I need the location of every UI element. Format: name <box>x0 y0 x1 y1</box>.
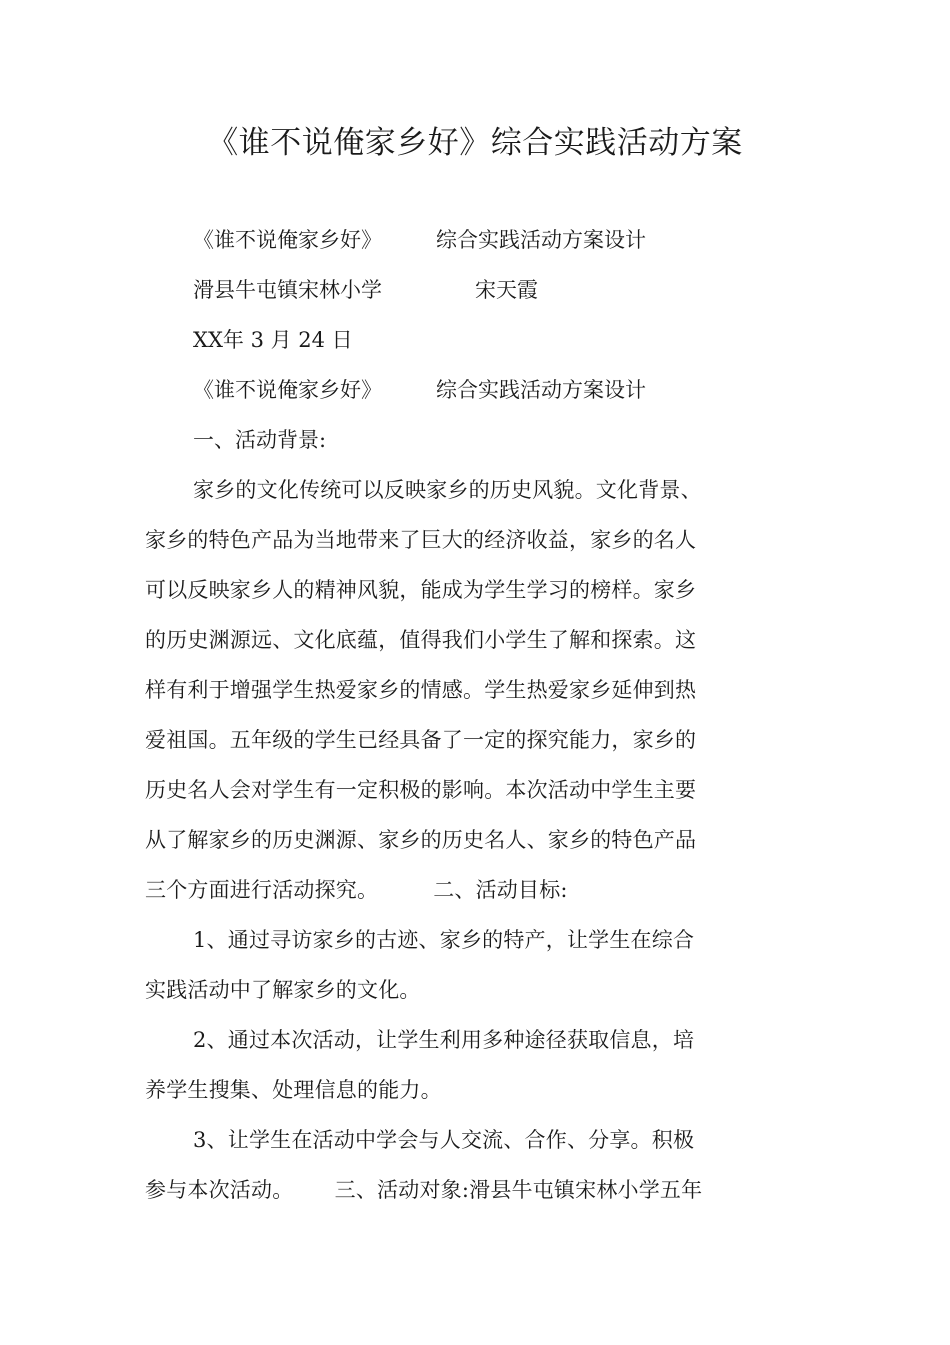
document-title: 《谁不说俺家乡好》综合实践活动方案 <box>207 125 743 161</box>
header-line-3 <box>193 325 353 355</box>
body-line: 从了解家乡的历史渊源、家乡的历史名人、家乡的特色产品 <box>145 828 697 852</box>
body-line: 3、让学生在活动中学会与人交流、合作、分享。积极 <box>193 1128 695 1152</box>
header-line-2-left: 滑县牛屯镇宋林小学 <box>193 278 382 302</box>
body-line: 的历史渊源远、文化底蕴，值得我们小学生了解和探索。这 <box>145 628 697 652</box>
header-line-2-right: 宋天霞 <box>475 278 538 302</box>
body-line: 样有利于增强学生热爱家乡的情感。学生热爱家乡延伸到热 <box>145 678 697 702</box>
section-heading-background-text: 一、活动背景: <box>193 428 327 452</box>
body-line: 三个方面进行活动探究。 二、活动目标: <box>145 878 568 902</box>
body-line: 1、通过寻访家乡的古迹、家乡的特产，让学生在综合 <box>193 928 695 952</box>
section-heading-background <box>193 425 326 455</box>
body-line: 爱祖国。五年级的学生已经具备了一定的探究能力，家乡的 <box>145 728 697 752</box>
body-line: 实践活动中了解家乡的文化。 <box>145 978 421 1002</box>
body-line: 家乡的文化传统可以反映家乡的历史风貌。文化背景、 <box>193 478 702 502</box>
body-line: 2、通过本次活动，让学生利用多种途径获取信息，培 <box>193 1028 695 1052</box>
body-line: 可以反映家乡人的精神风貌，能成为学生学习的榜样。家乡 <box>145 578 697 602</box>
header-line-4-left: 《谁不说俺家乡好》 <box>193 378 382 402</box>
header-line-3-left: XX年 3 月 24 日 <box>193 328 353 352</box>
body-line: 养学生搜集、处理信息的能力。 <box>145 1078 442 1102</box>
body-line: 参与本次活动。 三、活动对象:滑县牛屯镇宋林小学五年 <box>145 1178 703 1202</box>
header-line-1-left: 《谁不说俺家乡好》 <box>193 228 382 252</box>
header-line-1 <box>193 225 646 255</box>
body-text <box>145 465 745 1215</box>
body-line: 历史名人会对学生有一定积极的影响。本次活动中学生主要 <box>145 778 697 802</box>
header-line-2 <box>193 275 538 305</box>
header-line-4 <box>193 375 646 405</box>
header-line-4-right: 综合实践活动方案设计 <box>436 378 646 402</box>
header-line-1-right: 综合实践活动方案设计 <box>436 228 646 252</box>
body-line: 家乡的特色产品为当地带来了巨大的经济收益，家乡的名人 <box>145 528 697 552</box>
